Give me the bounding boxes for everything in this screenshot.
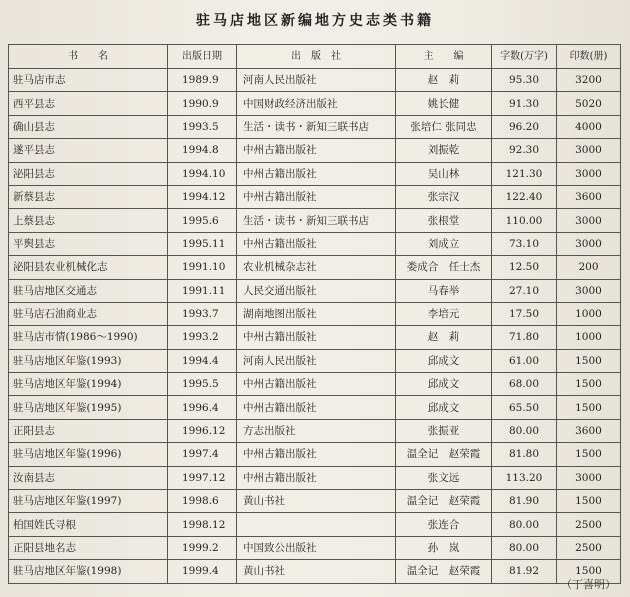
table-row <box>9 349 621 372</box>
cell-print-run: 1500 <box>557 349 621 372</box>
cell-print-run: 3000 <box>557 279 621 302</box>
cell-print-run: 200 <box>557 256 621 279</box>
cell-editor: 张连合 <box>396 513 492 536</box>
cell-publisher: 中州古籍出版社 <box>237 139 396 162</box>
cell-editor: 刘成立 <box>396 232 492 255</box>
cell-publisher: 河南人民出版社 <box>237 349 396 372</box>
cell-publish-date: 1998.12 <box>168 513 237 536</box>
cell-book-name: 泌阳县志 <box>9 162 168 185</box>
cell-editor: 张根堂 <box>396 209 492 232</box>
cell-editor: 邱成文 <box>396 373 492 396</box>
cell-editor: 赵 莉 <box>396 69 492 92</box>
books-table <box>8 44 621 584</box>
cell-publish-date: 1990.9 <box>168 92 237 115</box>
table-row <box>9 419 621 442</box>
cell-publisher: 黄山书社 <box>237 490 396 513</box>
cell-print-run: 2500 <box>557 536 621 559</box>
cell-publish-date: 1998.6 <box>168 490 237 513</box>
cell-publish-date: 1989.9 <box>168 69 237 92</box>
cell-editor: 温全记 赵荣霞 <box>396 443 492 466</box>
cell-print-run: 1500 <box>557 373 621 396</box>
cell-book-name: 驻马店地区年鉴(1993) <box>9 349 168 372</box>
table-row <box>9 560 621 583</box>
cell-print-run: 3200 <box>557 69 621 92</box>
cell-print-run: 3000 <box>557 162 621 185</box>
cell-book-name: 确山县志 <box>9 115 168 138</box>
table-row <box>9 279 621 302</box>
header-editor: 主 编 <box>396 45 492 69</box>
cell-publish-date: 1995.11 <box>168 232 237 255</box>
cell-word-count: 12.50 <box>492 256 557 279</box>
cell-print-run: 3000 <box>557 139 621 162</box>
cell-word-count: 71.80 <box>492 326 557 349</box>
cell-word-count: 92.30 <box>492 139 557 162</box>
cell-publisher: 中州古籍出版社 <box>237 162 396 185</box>
cell-publish-date: 1995.5 <box>168 373 237 396</box>
cell-book-name: 柏国姓氏寻根 <box>9 513 168 536</box>
cell-word-count: 110.00 <box>492 209 557 232</box>
header-date: 出版日期 <box>168 45 237 69</box>
header-words: 字数(万字) <box>492 45 557 69</box>
cell-publish-date: 1995.6 <box>168 209 237 232</box>
cell-word-count: 81.90 <box>492 490 557 513</box>
cell-publish-date: 1996.12 <box>168 419 237 442</box>
cell-book-name: 新蔡县志 <box>9 185 168 208</box>
cell-book-name: 平舆县志 <box>9 232 168 255</box>
cell-editor: 张宗汉 <box>396 185 492 208</box>
cell-publisher: 中国致公出版社 <box>237 536 396 559</box>
table-row <box>9 302 621 325</box>
cell-editor: 张振亚 <box>396 419 492 442</box>
header-publisher: 出 版 社 <box>237 45 396 69</box>
table-row <box>9 513 621 536</box>
table-row <box>9 185 621 208</box>
cell-print-run: 3600 <box>557 185 621 208</box>
cell-print-run: 4000 <box>557 115 621 138</box>
cell-book-name: 遂平县志 <box>9 139 168 162</box>
page-title: 驻马店地区新编地方史志类书籍 <box>196 13 434 29</box>
cell-word-count: 121.30 <box>492 162 557 185</box>
table-row <box>9 326 621 349</box>
cell-publisher: 黄山书社 <box>237 560 396 583</box>
cell-publisher: 中州古籍出版社 <box>237 373 396 396</box>
cell-publisher: 中州古籍出版社 <box>237 396 396 419</box>
cell-publisher: 中州古籍出版社 <box>237 326 396 349</box>
cell-publisher: 中州古籍出版社 <box>237 232 396 255</box>
cell-book-name: 驻马店地区年鉴(1995) <box>9 396 168 419</box>
cell-publisher <box>237 513 396 536</box>
cell-print-run: 2500 <box>557 513 621 536</box>
cell-print-run: 5020 <box>557 92 621 115</box>
cell-word-count: 68.00 <box>492 373 557 396</box>
cell-print-run: 1500 <box>557 443 621 466</box>
table-row <box>9 536 621 559</box>
cell-editor: 马春举 <box>396 279 492 302</box>
cell-editor: 邱成文 <box>396 349 492 372</box>
cell-publish-date: 1997.12 <box>168 466 237 489</box>
cell-publisher: 湖南地图出版社 <box>237 302 396 325</box>
cell-publish-date: 1993.7 <box>168 302 237 325</box>
cell-book-name: 驻马店地区年鉴(1994) <box>9 373 168 396</box>
cell-print-run: 1000 <box>557 326 621 349</box>
cell-publisher: 生活・读书・新知三联书店 <box>237 209 396 232</box>
cell-book-name: 西平县志 <box>9 92 168 115</box>
cell-publisher: 河南人民出版社 <box>237 69 396 92</box>
cell-publish-date: 1993.2 <box>168 326 237 349</box>
cell-publish-date: 1997.4 <box>168 443 237 466</box>
cell-book-name: 驻马店石油商业志 <box>9 302 168 325</box>
cell-publish-date: 1994.8 <box>168 139 237 162</box>
cell-word-count: 65.50 <box>492 396 557 419</box>
header-name: 书 名 <box>9 45 168 69</box>
table-row <box>9 115 621 138</box>
cell-print-run: 3000 <box>557 232 621 255</box>
cell-publisher: 中州古籍出版社 <box>237 466 396 489</box>
cell-print-run: 3000 <box>557 209 621 232</box>
cell-print-run: 1500 <box>557 396 621 419</box>
cell-word-count: 113.20 <box>492 466 557 489</box>
cell-print-run: 3600 <box>557 419 621 442</box>
cell-word-count: 80.00 <box>492 536 557 559</box>
cell-publisher: 中州古籍出版社 <box>237 443 396 466</box>
cell-publisher: 方志出版社 <box>237 419 396 442</box>
cell-word-count: 27.10 <box>492 279 557 302</box>
cell-book-name: 上蔡县志 <box>9 209 168 232</box>
cell-editor: 邱成文 <box>396 396 492 419</box>
cell-publish-date: 1994.4 <box>168 349 237 372</box>
cell-publish-date: 1994.12 <box>168 185 237 208</box>
cell-publisher: 中国财政经济出版社 <box>237 92 396 115</box>
table-row <box>9 396 621 419</box>
author-credit: （丁喜明） <box>561 578 616 591</box>
cell-editor: 吴山林 <box>396 162 492 185</box>
table-row <box>9 373 621 396</box>
cell-book-name: 正阳县地名志 <box>9 536 168 559</box>
cell-publish-date: 1991.11 <box>168 279 237 302</box>
table-row <box>9 256 621 279</box>
cell-publish-date: 1999.4 <box>168 560 237 583</box>
cell-publish-date: 1993.5 <box>168 115 237 138</box>
cell-editor: 孙 岚 <box>396 536 492 559</box>
cell-editor: 李培元 <box>396 302 492 325</box>
table-header-row <box>9 45 621 69</box>
cell-editor: 赵 莉 <box>396 326 492 349</box>
cell-word-count: 80.00 <box>492 513 557 536</box>
cell-editor: 姚长健 <box>396 92 492 115</box>
cell-book-name: 正阳县志 <box>9 419 168 442</box>
cell-editor: 张文远 <box>396 466 492 489</box>
cell-word-count: 81.92 <box>492 560 557 583</box>
cell-word-count: 73.10 <box>492 232 557 255</box>
table-row <box>9 443 621 466</box>
cell-book-name: 驻马店地区年鉴(1998) <box>9 560 168 583</box>
cell-publisher: 人民交通出版社 <box>237 279 396 302</box>
cell-word-count: 81.80 <box>492 443 557 466</box>
table-row <box>9 466 621 489</box>
cell-book-name: 汝南县志 <box>9 466 168 489</box>
table-row <box>9 92 621 115</box>
cell-publisher: 农业机械杂志社 <box>237 256 396 279</box>
cell-editor: 张培仁 张同忠 <box>396 115 492 138</box>
cell-word-count: 96.20 <box>492 115 557 138</box>
header-prints: 印数(册) <box>557 45 621 69</box>
cell-publish-date: 1999.2 <box>168 536 237 559</box>
table-row <box>9 209 621 232</box>
table-body <box>9 69 621 584</box>
cell-editor: 刘振乾 <box>396 139 492 162</box>
cell-publish-date: 1991.10 <box>168 256 237 279</box>
cell-publisher: 中州古籍出版社 <box>237 185 396 208</box>
cell-book-name: 驻马店市情(1986～1990) <box>9 326 168 349</box>
cell-book-name: 泌阳县农业机械化志 <box>9 256 168 279</box>
cell-book-name: 驻马店地区年鉴(1997) <box>9 490 168 513</box>
cell-word-count: 61.00 <box>492 349 557 372</box>
cell-publisher: 生活・读书・新知三联书店 <box>237 115 396 138</box>
cell-book-name: 驻马店地区交通志 <box>9 279 168 302</box>
cell-publish-date: 1996.4 <box>168 396 237 419</box>
cell-editor: 温全记 赵荣霞 <box>396 560 492 583</box>
cell-word-count: 80.00 <box>492 419 557 442</box>
table-row <box>9 490 621 513</box>
cell-word-count: 122.40 <box>492 185 557 208</box>
cell-print-run: 1500 <box>557 490 621 513</box>
table-row <box>9 232 621 255</box>
table-row <box>9 69 621 92</box>
cell-book-name: 驻马店市志 <box>9 69 168 92</box>
cell-print-run: 1500 <box>557 560 621 583</box>
cell-book-name: 驻马店地区年鉴(1996) <box>9 443 168 466</box>
cell-editor: 温全记 赵荣霞 <box>396 490 492 513</box>
table-row <box>9 139 621 162</box>
cell-word-count: 17.50 <box>492 302 557 325</box>
cell-word-count: 91.30 <box>492 92 557 115</box>
cell-editor: 娄成合 任士杰 <box>396 256 492 279</box>
cell-publish-date: 1994.10 <box>168 162 237 185</box>
table-row <box>9 162 621 185</box>
cell-print-run: 3000 <box>557 466 621 489</box>
cell-word-count: 95.30 <box>492 69 557 92</box>
cell-print-run: 1000 <box>557 302 621 325</box>
